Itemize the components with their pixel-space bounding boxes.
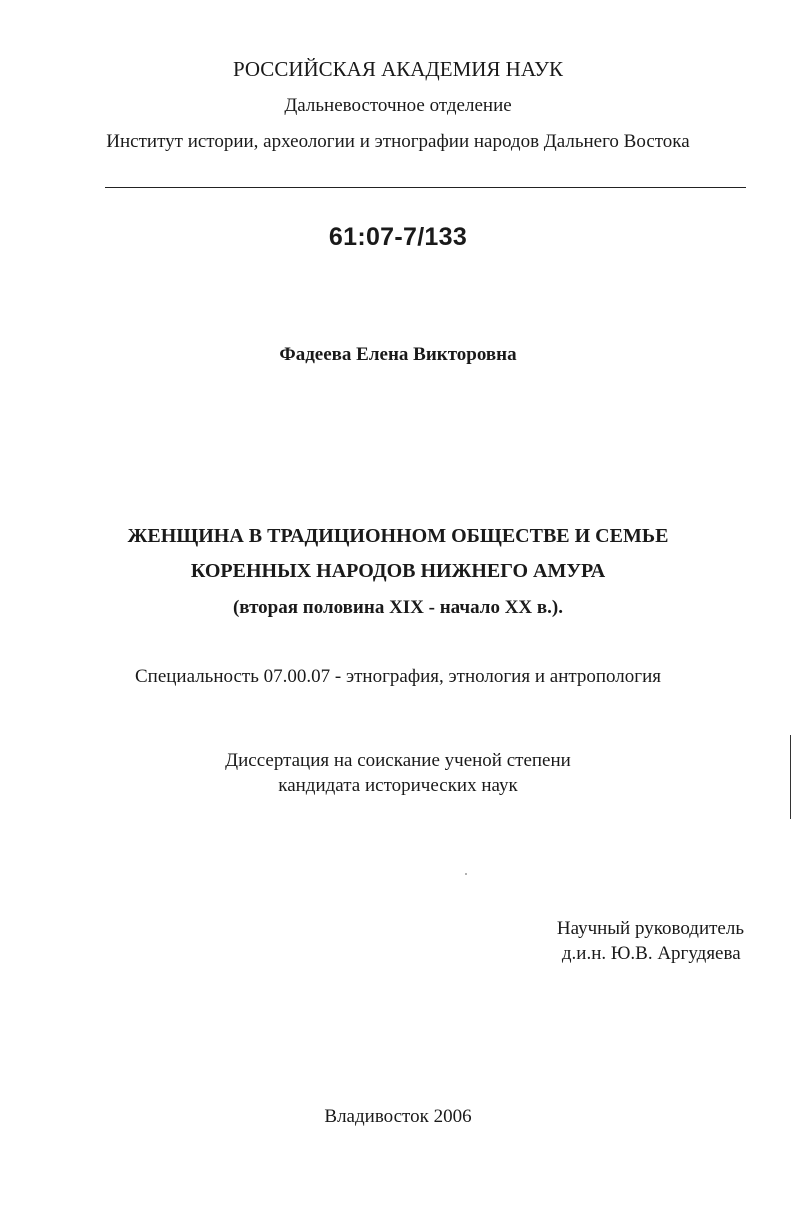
author-name: Фадеева Елена Викторовна [279,344,517,365]
title-line-1: ЖЕНЩИНА В ТРАДИЦИОННОМ ОБЩЕСТВЕ И СЕМЬЕ [127,525,669,547]
supervisor-name: д.и.н. Ю.В. Аргудяева [561,943,741,964]
department-name: Дальневосточное отделение [284,95,512,116]
scan-edge-mark [790,735,791,819]
institute-name: Институт истории, археологии и этнографии народов Дальнего Востока [106,131,690,152]
catalog-code: 61:07-7/133 [328,223,468,251]
header-divider [105,187,746,188]
dissertation-line-2: кандидата исторических наук [278,775,518,796]
supervisor-block [557,918,744,965]
title-line-2: КОРЕННЫХ НАРОДОВ НИЖНЕГО АМУРА [190,560,606,582]
supervisor-label: Научный руководитель [556,918,744,939]
dissertation-line-1: Диссертация на соискание ученой степени [225,750,571,771]
title-period: (вторая половина XIX - начало XX в.). [232,597,563,618]
city-year: Владивосток 2006 [324,1106,472,1127]
scan-speck [465,873,467,875]
specialty: Специальность 07.00.07 - этнография, этнология и антропология [134,666,661,687]
organization-name: РОССИЙСКАЯ АКАДЕМИЯ НАУК [232,57,564,81]
